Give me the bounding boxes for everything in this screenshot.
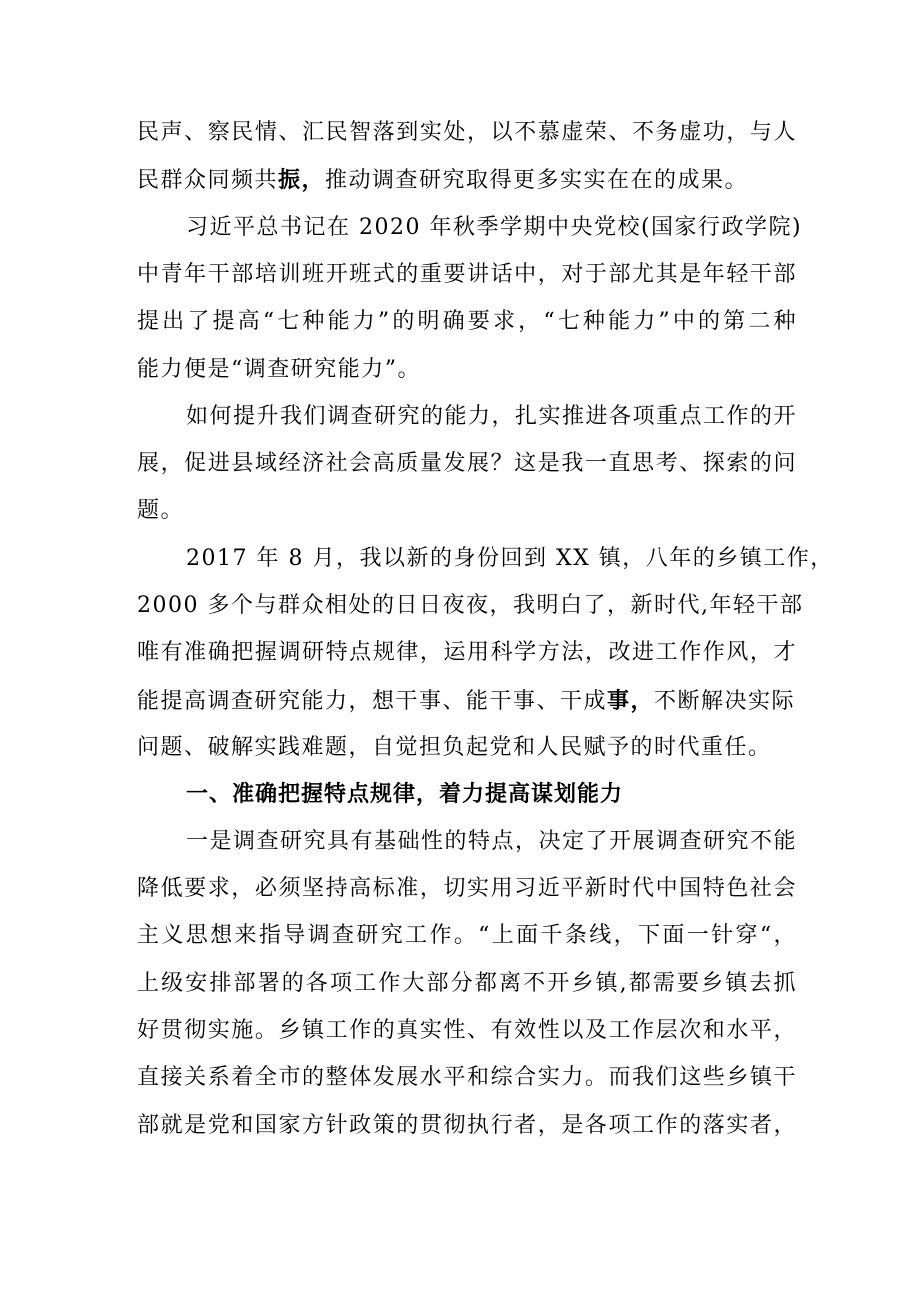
text-line: 主义思想来指导调查研究工作。“上面千条线，下面一针穿“， [137,923,797,948]
text-line: 直接关系着全市的整体发展水平和综合实力。而我们这些乡镇干 [137,1065,797,1090]
text-line: 中青年干部培训班开班式的重要讲话中，对于部尤其是年轻干部 [137,262,797,287]
text-line: 上级安排部署的各项工作大部分都离不开乡镇,都需要乡镇去抓 [137,971,797,996]
text-line: 如何提升我们调查研究的能力，扎实推进各项重点工作的开 [186,404,798,429]
text-line: 能力便是“调查研究能力”。 [137,357,421,382]
text-line: 部就是党和国家方针政策的贯彻执行者，是各项工作的落实者， [137,1113,797,1138]
text-span: 推动调查研究取得更多实实在在的成果。 [325,168,749,193]
text-line [137,686,797,716]
text-line: 2000 多个与群众相处的日日夜夜，我明白了，新时代,年轻干部 [137,593,804,618]
text-line: 降低要求，必须坚持高标准，切实用习近平新时代中国特色社会 [137,876,797,901]
text-line: 题。 [137,498,185,523]
text-line: 习近平总书记在 2020 年秋季学期中央党校(国家行政学院) [186,215,803,240]
text-line: 一是调查研究具有基础性的特点，决定了开展调查研究不能 [186,829,798,854]
section-heading: 一、准确把握特点规律，着力提高谋划能力 [186,782,624,807]
text-line: 唯有准确把握调研特点规律，运用科学方法，改进工作作风，才 [137,640,797,665]
text-line: 展，促进县域经济社会高质量发展？这是我一直思考、探索的问 [137,451,797,476]
text-line: 好贯彻实施。乡镇工作的真实性、有效性以及工作层次和水平， [137,1018,797,1043]
bold-text: 振， [278,167,326,193]
text-line: 提出了提高“七种能力”的明确要求，“七种能力”中的第二种 [137,309,797,334]
text-line [137,165,797,195]
bold-text: 事， [607,688,655,714]
text-line: 问题、破解实践难题，自觉担负起党和人民赋予的时代重任。 [137,735,772,760]
text-span: 不断解决实际 [654,689,796,714]
text-line: 2017 年 8 月，我以新的身份回到 XX 镇，八年的乡镇工作， [186,546,834,571]
text-line: 民声、察民情、汇民智落到实处，以不慕虚荣、不务虚功，与人 [137,120,797,145]
text-span: 民群众同频共 [137,168,279,193]
text-span: 能提高调查研究能力，想干事、能干事、干成 [137,689,608,714]
